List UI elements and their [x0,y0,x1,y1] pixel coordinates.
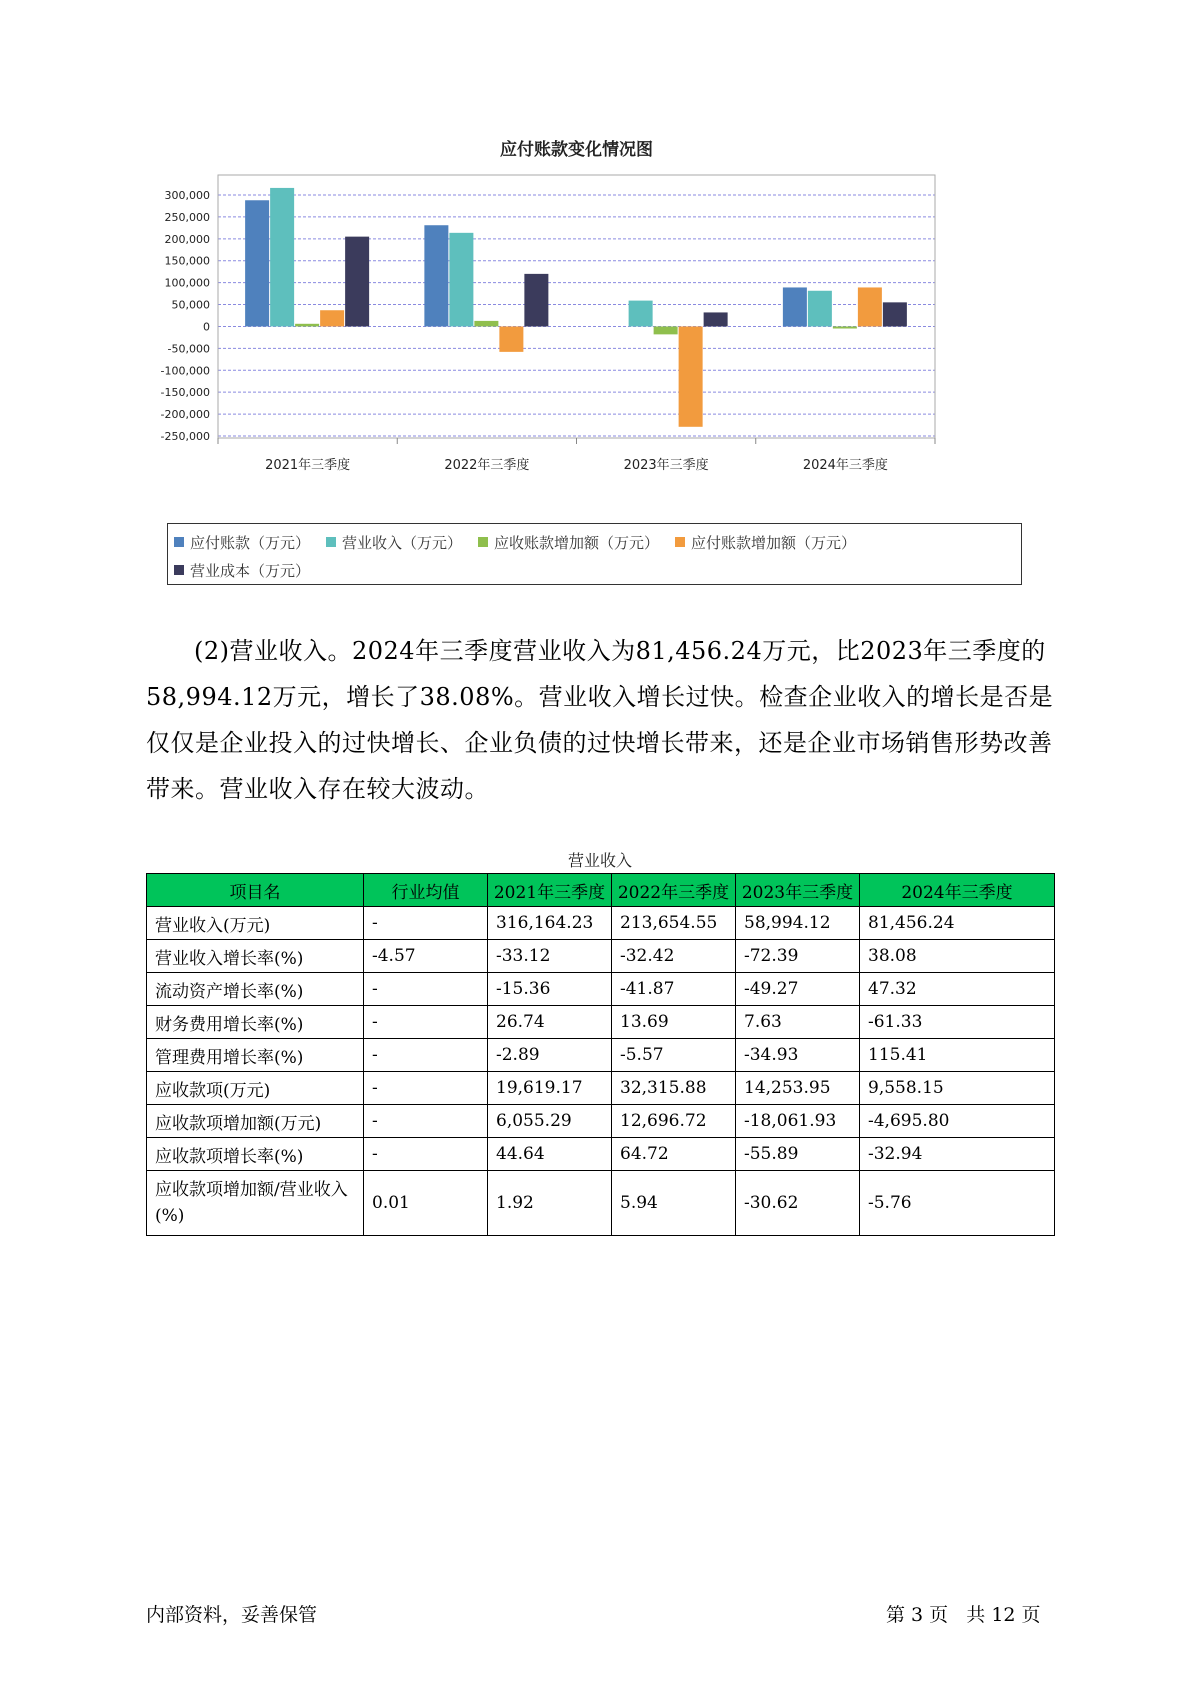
footer-page-number: 第 3 页 共 12 页 [886,1604,1041,1626]
table-cell: -4,695.80 [860,1105,1055,1138]
table-cell: 应收款项增长率(%) [147,1138,364,1171]
bar [833,326,857,328]
table-header-cell: 行业均值 [364,874,488,907]
table-cell: 44.64 [488,1138,612,1171]
bar [449,233,473,327]
chart-title: 应付账款变化情况图 [500,140,653,160]
table-cell: - [364,1105,488,1138]
table-cell: 38.08 [860,940,1055,973]
legend-label: 应收账款增加额（万元） [494,533,660,552]
table-cell: 81,456.24 [860,907,1055,940]
table-cell: 13.69 [612,1006,736,1039]
x-category-label: 2021年三季度 [265,458,351,473]
table-cell: 财务费用增长率(%) [147,1006,364,1039]
table-cell: 管理费用增长率(%) [147,1039,364,1072]
bar [295,324,319,327]
table-row [147,1138,1055,1171]
y-tick-label: -150,000 [160,386,210,400]
table-cell: -55.89 [736,1138,860,1171]
table-row [147,907,1055,940]
table-cell: 0.01 [364,1171,488,1236]
table-cell: 流动资产增长率(%) [147,973,364,1006]
y-tick-label: 100,000 [164,276,210,290]
table-cell: 7.63 [736,1006,860,1039]
table-row [147,1105,1055,1138]
bar [474,321,498,327]
y-tick-label: -50,000 [167,342,210,356]
legend-item [675,528,856,556]
legend-item [174,556,310,584]
table-header-cell: 2024年三季度 [860,874,1055,907]
table-cell: -61.33 [860,1006,1055,1039]
table-row [147,1006,1055,1039]
table-cell: 14,253.95 [736,1072,860,1105]
table-row [147,1039,1055,1072]
table-cell: -34.93 [736,1039,860,1072]
table-header-row [147,874,1055,907]
y-tick-label: 200,000 [164,232,210,246]
x-category-label: 2023年三季度 [623,458,709,473]
table-cell: -32.42 [612,940,736,973]
table-header-cell: 项目名 [147,874,364,907]
legend-item [478,528,659,556]
table-header-cell: 2022年三季度 [612,874,736,907]
bar [704,312,728,326]
table-cell: 19,619.17 [488,1072,612,1105]
table-row [147,940,1055,973]
table-cell: 58,994.12 [736,907,860,940]
table-cell: - [364,1039,488,1072]
chart-legend [167,523,1022,585]
table-cell: 32,315.88 [612,1072,736,1105]
table-cell: - [364,1072,488,1105]
table-cell: 115.41 [860,1039,1055,1072]
x-category-label: 2022年三季度 [444,458,530,473]
footer-confidential-note: 内部资料，妥善保管 [146,1604,318,1626]
legend-label: 应付账款增加额（万元） [691,533,857,552]
table-cell: 213,654.55 [612,907,736,940]
table-cell: -15.36 [488,973,612,1006]
bar [270,188,294,327]
bar [524,274,548,327]
table-cell: 营业收入(万元) [147,907,364,940]
bar [320,310,344,326]
bar [345,237,369,327]
table-cell: -5.76 [860,1171,1055,1236]
chart-canvas [160,140,1030,520]
table-cell: - [364,1006,488,1039]
table-cell: -5.57 [612,1039,736,1072]
y-tick-label: 50,000 [171,298,210,312]
y-tick-label: -200,000 [160,408,210,422]
table-cell: -4.57 [364,940,488,973]
table-cell: 12,696.72 [612,1105,736,1138]
legend-swatch [174,537,184,547]
bar [629,301,653,327]
table-cell: 6,055.29 [488,1105,612,1138]
legend-label: 应付账款（万元） [190,533,311,552]
table-cell: -18,061.93 [736,1105,860,1138]
y-tick-label: 300,000 [164,189,210,202]
legend-swatch [326,537,336,547]
table-cell: 1.92 [488,1171,612,1236]
bar [424,225,448,326]
table-row [147,1072,1055,1105]
y-tick-label: 150,000 [164,254,210,268]
bar [858,287,882,326]
table-cell: -49.27 [736,973,860,1006]
table-cell: -33.12 [488,940,612,973]
legend-swatch [478,537,488,547]
table-cell: 64.72 [612,1138,736,1171]
table-cell: -32.94 [860,1138,1055,1171]
bar [783,287,807,326]
y-tick-label: -250,000 [160,430,210,443]
x-category-label: 2024年三季度 [802,458,888,473]
revenue-table [146,873,1055,1236]
table-cell: - [364,973,488,1006]
legend-label: 营业成本（万元） [190,561,311,580]
bar [883,302,907,326]
table-cell: 应收款项增加额(万元) [147,1105,364,1138]
legend-item [326,528,462,556]
table-cell: 5.94 [612,1171,736,1236]
table-cell: 应收款项(万元) [147,1072,364,1105]
table-cell: -30.62 [736,1171,860,1236]
table-cell: 316,164.23 [488,907,612,940]
table-cell: 营业收入增长率(%) [147,940,364,973]
bar [499,326,523,351]
table-cell: -41.87 [612,973,736,1006]
legend-swatch [174,565,184,575]
revenue-paragraph: (2)营业收入。2024年三季度营业收入为81,456.24万元，比2023年三季度的58,994.12万元，增长了38.08%。营业收入增长过快。检查企业收入的增长是否是仅仅是企业投入的过快增长、企业负债的过快增长带来，还是企业市场销售形势改善带来。营业收入存在较大波动。 [146,637,1054,803]
table-row [147,1171,1055,1236]
bar [679,326,703,426]
accounts-payable-chart [160,140,1030,590]
y-tick-label: 0 [203,320,210,334]
table-cell: 26.74 [488,1006,612,1039]
legend-label: 营业收入（万元） [342,533,463,552]
table-cell: 9,558.15 [860,1072,1055,1105]
bar [654,326,678,334]
bar [808,291,832,327]
table-cell: 47.32 [860,973,1055,1006]
legend-swatch [675,537,685,547]
table-cell: 应收款项增加额/营业收入(%) [147,1171,364,1236]
table-caption: 营业收入 [567,851,632,870]
table-cell: - [364,1138,488,1171]
table-cell: -72.39 [736,940,860,973]
legend-item [174,528,310,556]
y-tick-label: 250,000 [164,210,210,224]
table-cell: -2.89 [488,1039,612,1072]
table-row [147,973,1055,1006]
table-header-cell: 2023年三季度 [736,874,860,907]
y-tick-label: -100,000 [160,364,210,378]
table-header-cell: 2021年三季度 [488,874,612,907]
bar [245,200,269,326]
table-cell: - [364,907,488,940]
